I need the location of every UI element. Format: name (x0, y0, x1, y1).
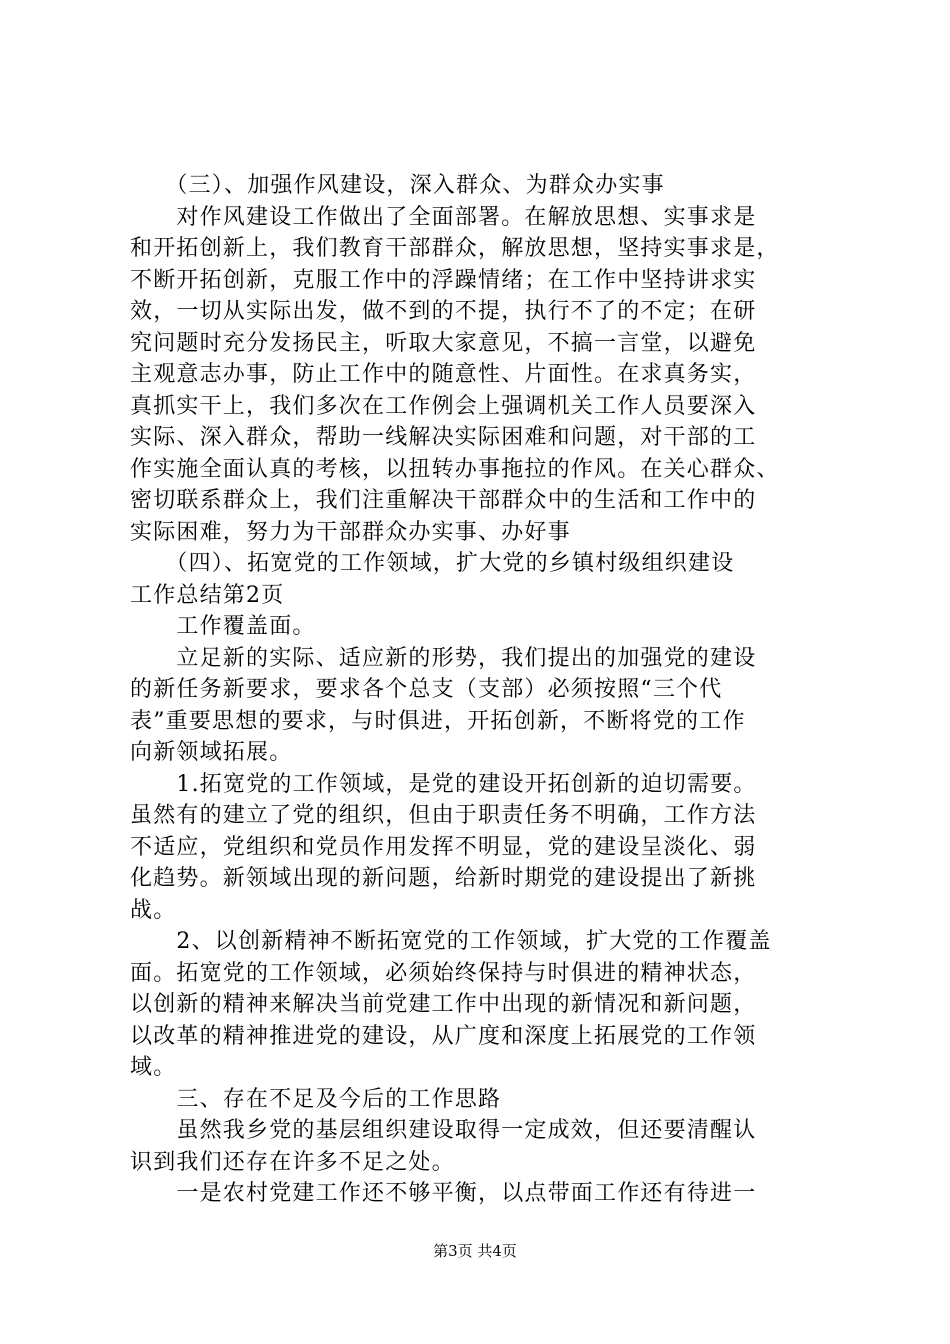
text-line: 实际困难，努力为干部群众办实事、办好事 (130, 519, 571, 545)
text-line: 立足新的实际、适应新的形势，我们提出的加强党的建设 (130, 645, 757, 671)
text-line: 表”重要思想的要求，与时俱进，开拓创新，不断将党的工作 (130, 708, 746, 734)
text-line: 和开拓创新上，我们教育干部群众，解放思想，坚持实事求是， (130, 236, 780, 261)
text-line: 战。 (130, 897, 177, 923)
text-line-item-2: 2、以创新精神不断拓宽党的工作领域，扩大党的工作覆盖 (130, 929, 772, 954)
text-line-section-three-heading: 三、存在不足及今后的工作思路 (130, 1086, 502, 1112)
text-line: 不断开拓创新，克服工作中的浮躁情绪；在工作中坚持讲求实 (130, 267, 757, 293)
text-line-section-4-heading: （四）、拓宽党的工作领域，扩大党的乡镇村级组织建设 (130, 551, 735, 576)
text-line: 工作总结第2页 (130, 582, 285, 608)
text-line: 作实施全面认真的考核，以扭转办事拖拉的作风。在关心群众、 (130, 456, 780, 482)
text-line-section-3-heading: （三）、加强作风建设，深入群众、为群众办实事 (130, 173, 665, 198)
text-line: 密切联系群众上，我们注重解决干部群众中的生活和工作中的 (130, 488, 757, 513)
text-line: 究问题时充分发扬民主，听取大家意见，不搞一言堂，以避免 (130, 330, 757, 356)
text-line: 虽然我乡党的基层组织建设取得一定成效，但还要清醒认 (130, 1118, 757, 1143)
text-line: 一是农村党建工作还不够平衡，以点带面工作还有待进一 (130, 1181, 757, 1206)
document-body (130, 170, 835, 1210)
text-line: 不适应，党组织和党员作用发挥不明显，党的建设呈淡化、弱 (130, 834, 757, 860)
text-line: 对作风建设工作做出了全面部署。在解放思想、实事求是 (130, 204, 757, 230)
text-line-item-1: 1.拓宽党的工作领域，是党的建设开拓创新的迫切需要。 (130, 771, 757, 797)
text-line: 化趋势。新领域出现的新问题，给新时期党的建设提出了新挑 (130, 866, 757, 891)
text-line: 向新领域拓展。 (130, 740, 293, 765)
text-line: 域。 (130, 1055, 177, 1080)
text-line: 真抓实干上，我们多次在工作例会上强调机关工作人员要深入 (130, 393, 757, 419)
text-line: 效，一切从实际出发，做不到的不提，执行不了的不定；在研 (130, 299, 757, 324)
text-line: 的新任务新要求，要求各个总支（支部）必须按照“三个代 (130, 677, 723, 702)
text-line: 以改革的精神推进党的建设，从广度和深度上拓展党的工作领 (130, 1023, 757, 1049)
text-line: 实际、深入群众，帮助一线解决实际困难和问题，对干部的工 (130, 425, 757, 450)
page-number-footer: 第3页 共4页 (433, 1242, 517, 1260)
text-line: 识到我们还存在许多不足之处。 (130, 1149, 455, 1175)
text-line: 以创新的精神来解决当前党建工作中出现的新情况和新问题， (130, 992, 757, 1017)
text-line: 虽然有的建立了党的组织，但由于职责任务不明确，工作方法 (130, 803, 757, 828)
text-line: 主观意志办事，防止工作中的随意性、片面性。在求真务实， (130, 362, 757, 387)
text-line: 面。拓宽党的工作领域，必须始终保持与时俱进的精神状态， (130, 960, 757, 986)
text-line: 工作覆盖面。 (130, 614, 316, 639)
